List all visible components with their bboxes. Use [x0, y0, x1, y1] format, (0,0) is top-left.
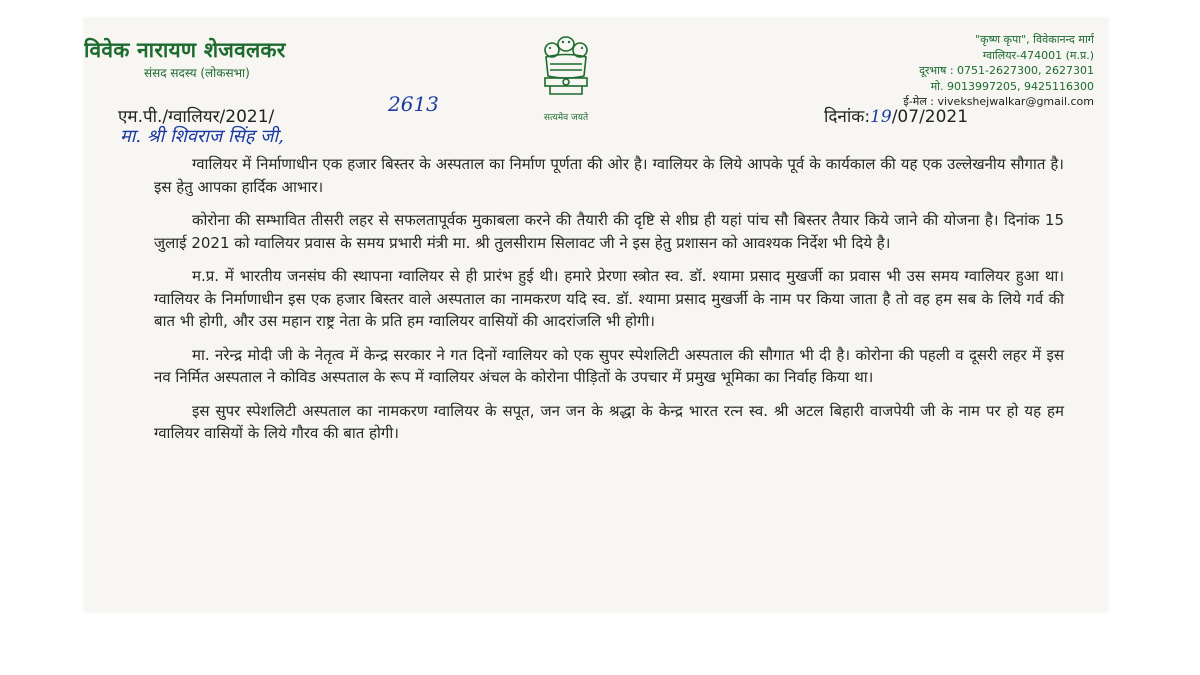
sender-name: विवेक नारायण शेजवलकर — [84, 38, 286, 62]
handwritten-dispatch-number: 2613 — [388, 92, 439, 116]
body-paragraph: कोरोना की सम्भावित तीसरी लहर से सफलतापूर्वक मुकाबला करने की तैयारी की दृष्टि से शीघ्र ही यहां पांच सौ बिस्तर तैयार किये जाने की योजना है। दिनांक 15 जुलाई 2021 को ग्वालियर प्रवास के समय प्रभारी मंत्री मा. श्री तुलसीराम सिलावट जी ने इस हेतु प्रशासन को आवश्यक निर्देश भी दिये है। — [154, 211, 1064, 252]
body-paragraph: मा. नरेन्द्र मोदी जी के नेतृत्व में केन्द्र सरकार ने गत दिनों ग्वालियर को एक सुपर स्पेशलिटी अस्पताल की सौगात भी दी है। कोरोना की पहली व दूसरी लहर में इस नव निर्मित अस्पताल ने कोविड अस्पताल के रूप में ग्वालियर अंचल के कोरोना पीड़ितों के उपचार में प्रमुख भूमिका का निर्वाह किया था। — [154, 345, 1064, 386]
body-paragraph: इस सुपर स्पेशलिटी अस्पताल का नामकरण ग्वालियर के सपूत, जन जन के श्रद्धा के केन्द्र भारत रत्न स्व. श्री अटल बिहारी वाजपेयी जी के नाम पर हो यह हम ग्वालियर वासियों के लिये गौरव की बात होगी। — [154, 401, 1064, 442]
email-line: ई-मेल : vivekshejwalkar@gmail.com — [903, 95, 1094, 108]
letter-date — [824, 104, 968, 127]
date-month-year: /07/2021 — [891, 107, 969, 127]
lion-capital-icon — [536, 30, 596, 110]
sender-address-block — [903, 32, 1094, 110]
letter-page — [84, 18, 1108, 612]
body-paragraph: म.प्र. में भारतीय जनसंघ की स्थापना ग्वालियर से ही प्रारंभ हुई थी। हमारे प्रेरणा स्त्रोत स्व. डॉ. श्यामा प्रसाद मुखर्जी का प्रवास भी उस समय ग्वालियर हुआ था। ग्वालियर के निर्माणाधीन इस एक हजार बिस्तर वाले अस्पताल का नामकरण यदि स्व. डॉ. श्यामा प्रसाद मुखर्जी के नाम पर किया जाता है तो वह हम सब के लिये गर्व की बात भी होगी, और उस महान राष्ट्र नेता के प्रति हम ग्वालियर वासियों की आदरांजलि भी होगी। — [154, 267, 1064, 330]
handwritten-addressee: मा. श्री शिवराज सिंह जी, — [120, 126, 284, 147]
body-paragraph: ग्वालियर में निर्माणाधीन एक हजार बिस्तर के अस्पताल का निर्माण पूर्णता की ओर है। ग्वालियर के लिये आपके पूर्व के कार्यकाल की यह एक उल्लेखनीय सौगात है। इस हेतु आपका हार्दिक आभार। — [154, 155, 1064, 196]
address-line: "कृष्ण कृपा", विवेकानन्द मार्ग — [975, 33, 1094, 46]
address-line: ग्वालियर-474001 (म.प्र.) — [982, 48, 1094, 62]
sender-role: संसद सदस्य (लोकसभा) — [144, 66, 250, 80]
date-label: दिनांक: — [824, 107, 871, 127]
emblem-motto: सत्यमेव जयते — [543, 113, 589, 123]
letter-body — [154, 153, 1064, 456]
handwritten-date-day: 19 — [870, 107, 892, 127]
phone-line: दूरभाष : 0751-2627300, 2627301 — [919, 64, 1094, 77]
mobile-line: मो. 9013997205, 9425116300 — [930, 79, 1094, 93]
reference-number: एम.पी./ग्वालियर/2021/ — [118, 107, 275, 127]
